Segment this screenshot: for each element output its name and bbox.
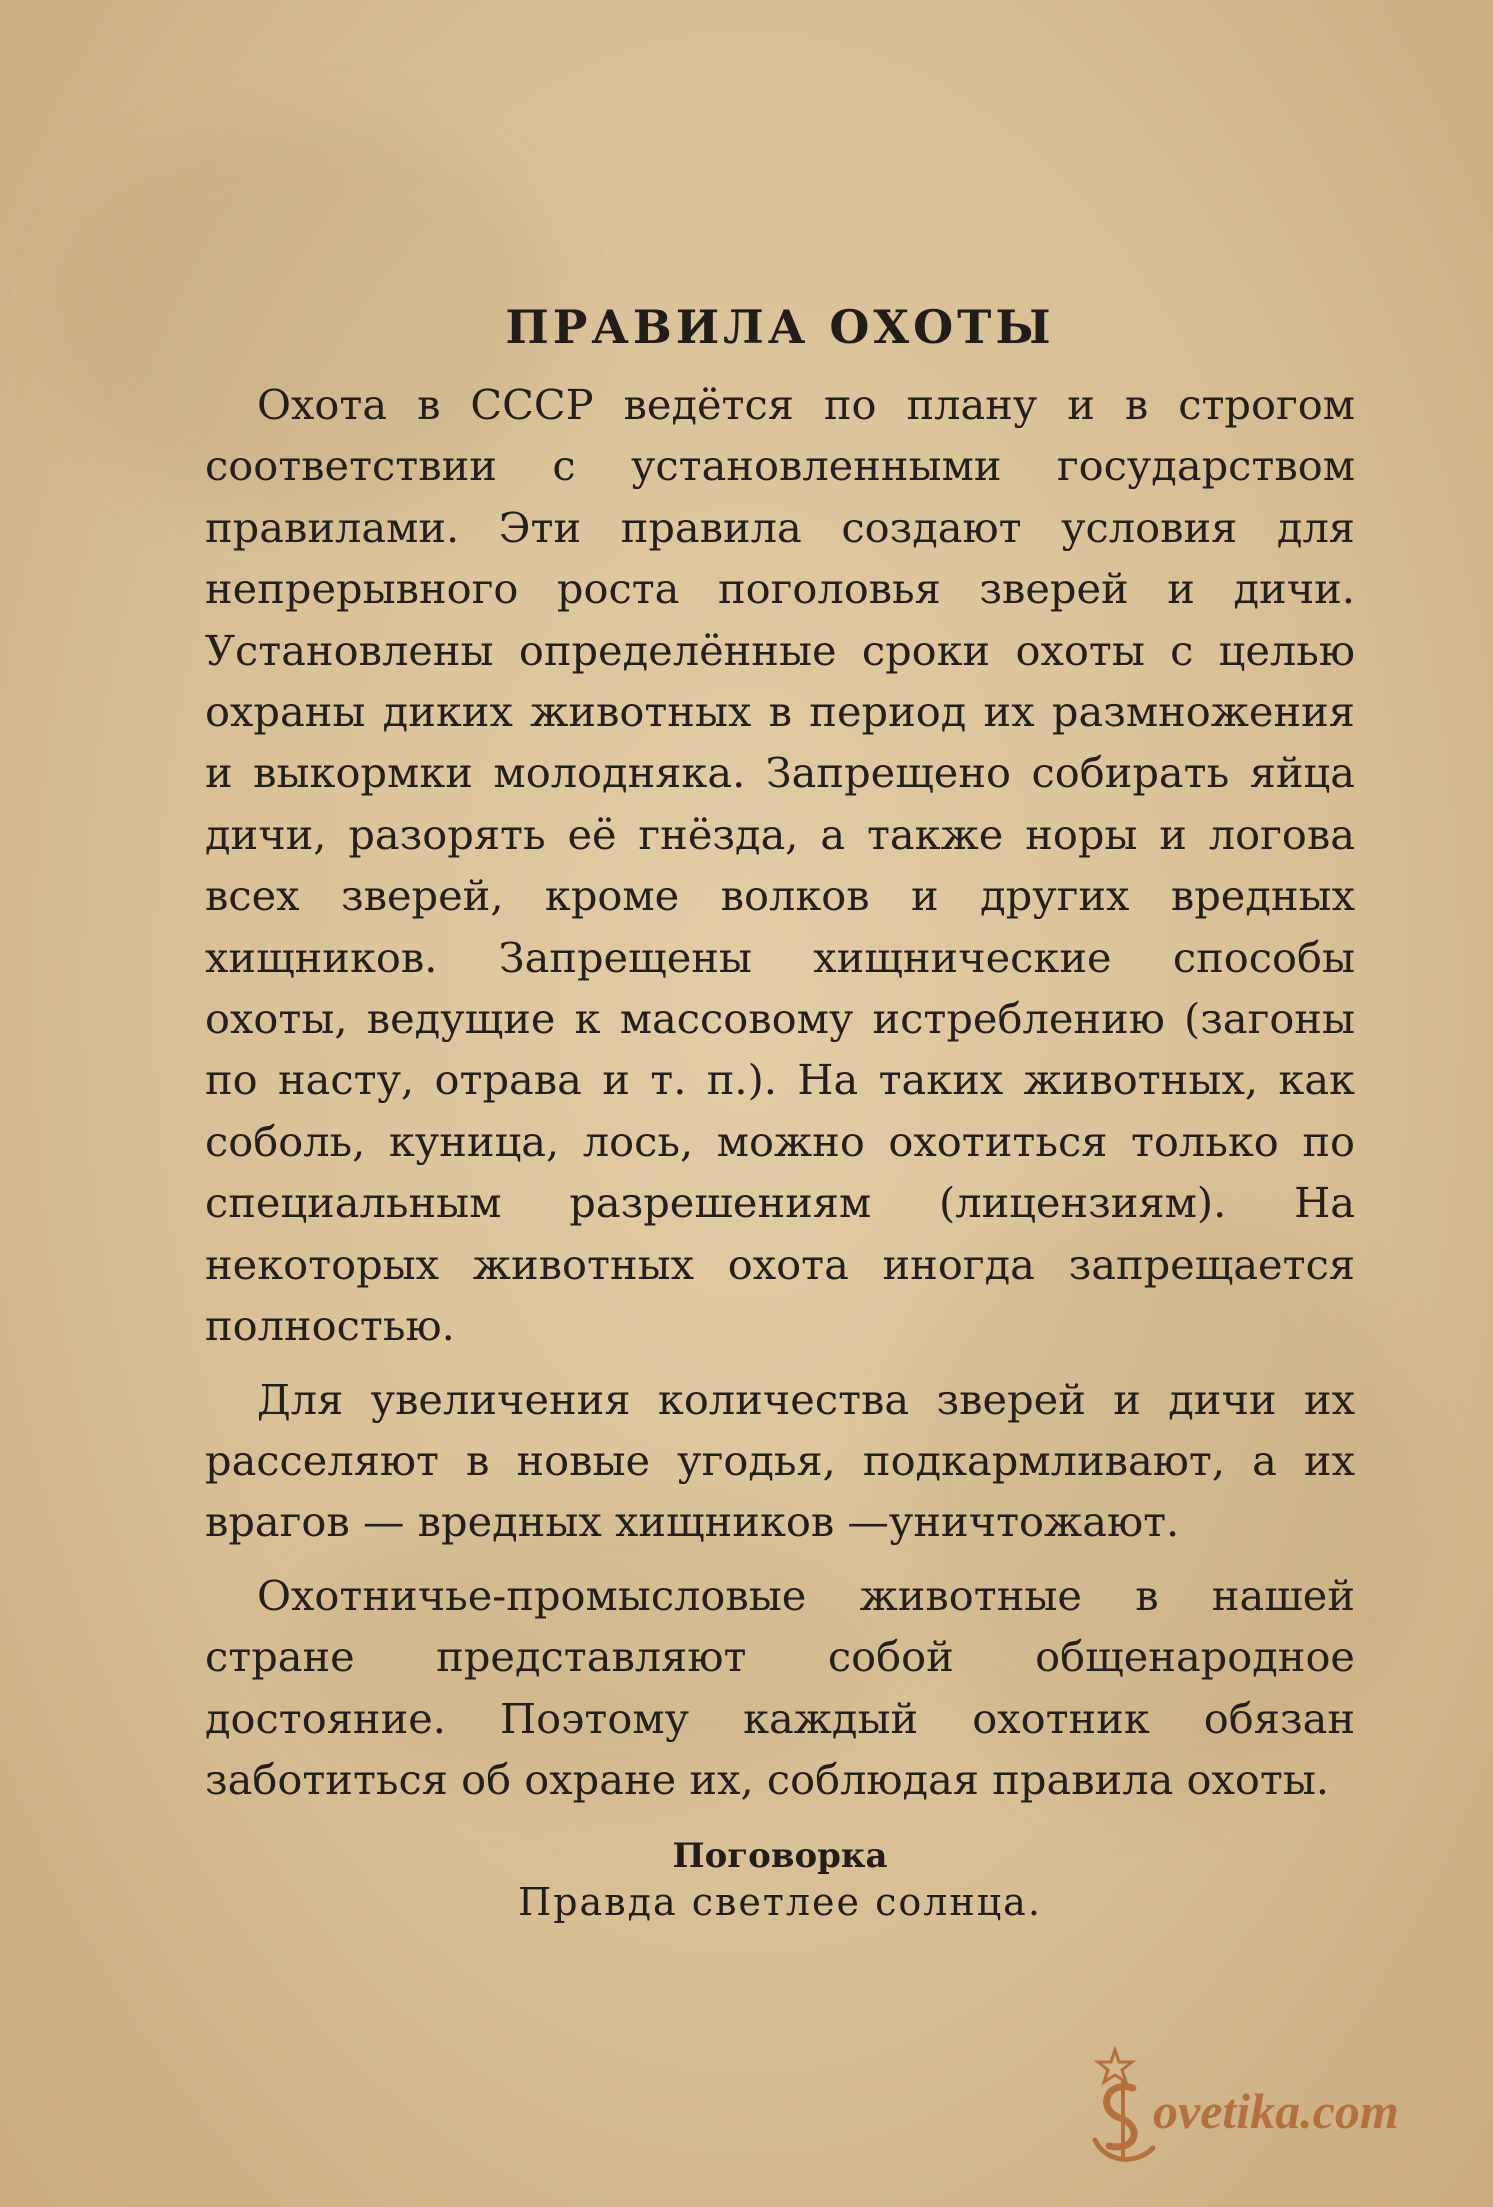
watermark-logo-graphic (1075, 2040, 1485, 2170)
watermark-text: ovetika.com (1153, 2083, 1399, 2139)
s-letter-icon (1107, 2087, 1135, 2147)
paragraph-3: Охотничье-промысловые животные в нашей стране представляют собой общенародное достояние. Поэтому каждый охотник обязан заботиться об охране их, соблюдая правила охоты. (205, 1570, 1355, 1804)
paragraph-2: Для увеличения количества зверей и дичи их расселяют в новые угодья, подкармливают, а их врагов — вредных хищников —уничтожают. (205, 1374, 1355, 1547)
paragraph-1: Охота в СССР ведётся по плану и в строгом соответствии с установленными государством правилами. Эти правила создают условия для непрерывного роста поголовья зверей и дичи. Установлены определённые сроки охоты с целью охраны диких животных в период их размножения и выкормки молодняка. Запрещено собирать яйца дичи, разорять её гнёзда, а также норы и логова всех зверей, кроме волков и других вредных хищников. Запрещены хищнические способы охоты, ведущие к массовому истреблению (загоны по насту, отрава и т. п.). На таких животных, как соболь, куница, лось, можно охотиться только по специальным разрешениям (лицензиям). На некоторых животных охота иногда запрещается полностью. (205, 380, 1355, 1351)
proverb-text: Правда светлее солнца. (518, 1880, 1042, 1925)
proverb-heading: Поговорка (672, 1836, 888, 1877)
sovetika-watermark-logo (1075, 2040, 1485, 2170)
star-icon (1098, 2050, 1132, 2082)
document-title: ПРАВИЛА ОХОТЫ (505, 300, 1055, 354)
document-body (205, 300, 1355, 1924)
